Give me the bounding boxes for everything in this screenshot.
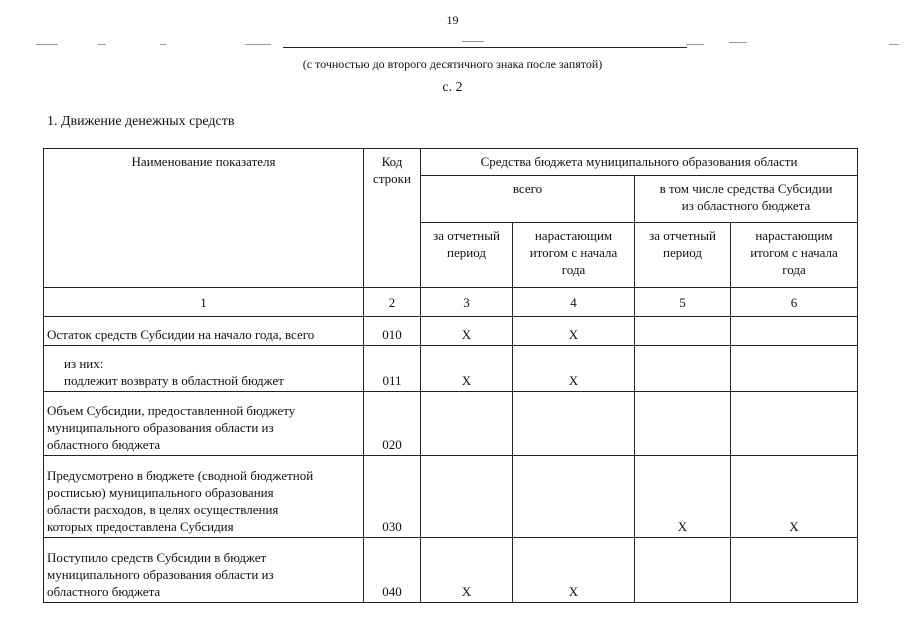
header-cumulative-line: года bbox=[561, 262, 586, 277]
row-value: X bbox=[513, 538, 635, 603]
row-value bbox=[731, 317, 858, 346]
table-row-040 bbox=[44, 538, 858, 603]
section-title: 1. Движение денежных средств bbox=[47, 114, 235, 129]
row-value: X bbox=[513, 317, 635, 346]
header-subsidy-period bbox=[635, 223, 731, 288]
row-code: 010 bbox=[364, 317, 421, 346]
row-value: X bbox=[421, 346, 513, 392]
table-row-030 bbox=[44, 456, 858, 538]
header-subsidy-cumulative bbox=[731, 223, 858, 288]
row-label-line: Предусмотрено в бюджете (сводной бюджетной bbox=[47, 468, 314, 483]
row-code: 030 bbox=[364, 456, 421, 538]
row-value bbox=[635, 346, 731, 392]
row-label bbox=[44, 538, 364, 603]
header-total-cumulative bbox=[513, 223, 635, 288]
header-cumulative-line: нарастающим bbox=[534, 228, 613, 243]
column-number: 6 bbox=[731, 288, 858, 317]
row-label-line: областного бюджета bbox=[47, 584, 161, 599]
row-label-line: Остаток средств Субсидии на начало года, всего bbox=[47, 327, 315, 342]
row-label-line: росписью) муниципального образования bbox=[47, 485, 274, 500]
row-label-line: областного бюджета bbox=[47, 437, 161, 452]
column-number: 3 bbox=[421, 288, 513, 317]
row-value: X bbox=[513, 346, 635, 392]
table-row-011 bbox=[44, 346, 858, 392]
table-row-020 bbox=[44, 392, 858, 456]
row-code: 011 bbox=[364, 346, 421, 392]
row-label-line: муниципального образования области из bbox=[47, 420, 274, 435]
header-period-line: за отчетный bbox=[649, 228, 716, 243]
row-code: 020 bbox=[364, 392, 421, 456]
row-value: X bbox=[635, 456, 731, 538]
cash-flow-table bbox=[43, 148, 858, 603]
header-cumulative-line: итогом с начала bbox=[529, 245, 618, 260]
table-row-010 bbox=[44, 317, 858, 346]
header-subsidy bbox=[635, 176, 858, 223]
precision-note: (с точностью до второго десятичного знака после запятой) bbox=[302, 57, 603, 71]
row-label-line: которых предоставлена Субсидия bbox=[47, 519, 234, 534]
header-subsidy-line: в том числе средства Субсидии bbox=[659, 181, 833, 196]
column-number: 2 bbox=[364, 288, 421, 317]
row-value: X bbox=[731, 456, 858, 538]
row-value bbox=[513, 456, 635, 538]
column-number: 1 bbox=[44, 288, 364, 317]
header-indicator-name: Наименование показателя bbox=[44, 149, 364, 288]
row-value bbox=[731, 346, 858, 392]
header-period-line: период bbox=[447, 245, 486, 260]
row-value: X bbox=[421, 538, 513, 603]
row-label-line: Объем Субсидии, предоставленной бюджету bbox=[47, 403, 296, 418]
row-label-line: муниципального образования области из bbox=[47, 567, 274, 582]
row-value bbox=[635, 392, 731, 456]
row-label bbox=[44, 392, 364, 456]
row-value bbox=[731, 392, 858, 456]
row-value bbox=[731, 538, 858, 603]
header-period-line: за отчетный bbox=[433, 228, 500, 243]
row-value bbox=[513, 392, 635, 456]
column-number: 5 bbox=[635, 288, 731, 317]
header-municipal-funds: Средства бюджета муниципального образования области bbox=[421, 149, 858, 176]
row-label bbox=[44, 346, 364, 392]
page-number: 19 bbox=[446, 13, 459, 27]
row-value bbox=[635, 317, 731, 346]
page-reference: с. 2 bbox=[442, 80, 463, 95]
row-label bbox=[44, 317, 364, 346]
header-period-line: период bbox=[663, 245, 702, 260]
row-value bbox=[421, 456, 513, 538]
header-cumulative-line: итогом с начала bbox=[750, 245, 838, 260]
row-label-line: из них: bbox=[64, 356, 104, 371]
row-value bbox=[421, 392, 513, 456]
row-label-line: Поступило средств Субсидии в бюджет bbox=[47, 550, 267, 565]
row-value bbox=[635, 538, 731, 603]
row-code: 040 bbox=[364, 538, 421, 603]
column-number: 4 bbox=[513, 288, 635, 317]
header-row-code: Код строки bbox=[364, 149, 421, 288]
header-cumulative-line: нарастающим bbox=[755, 228, 833, 243]
row-label-line: подлежит возврату в областной бюджет bbox=[64, 373, 284, 388]
header-cumulative-line: года bbox=[782, 262, 806, 277]
fill-in-line bbox=[283, 47, 687, 48]
row-label bbox=[44, 456, 364, 538]
header-total: всего bbox=[421, 176, 635, 223]
row-label-line: области расходов, в целях осуществления bbox=[47, 502, 279, 517]
header-subsidy-line: из областного бюджета bbox=[681, 198, 811, 213]
row-value: X bbox=[421, 317, 513, 346]
header-total-period bbox=[421, 223, 513, 288]
